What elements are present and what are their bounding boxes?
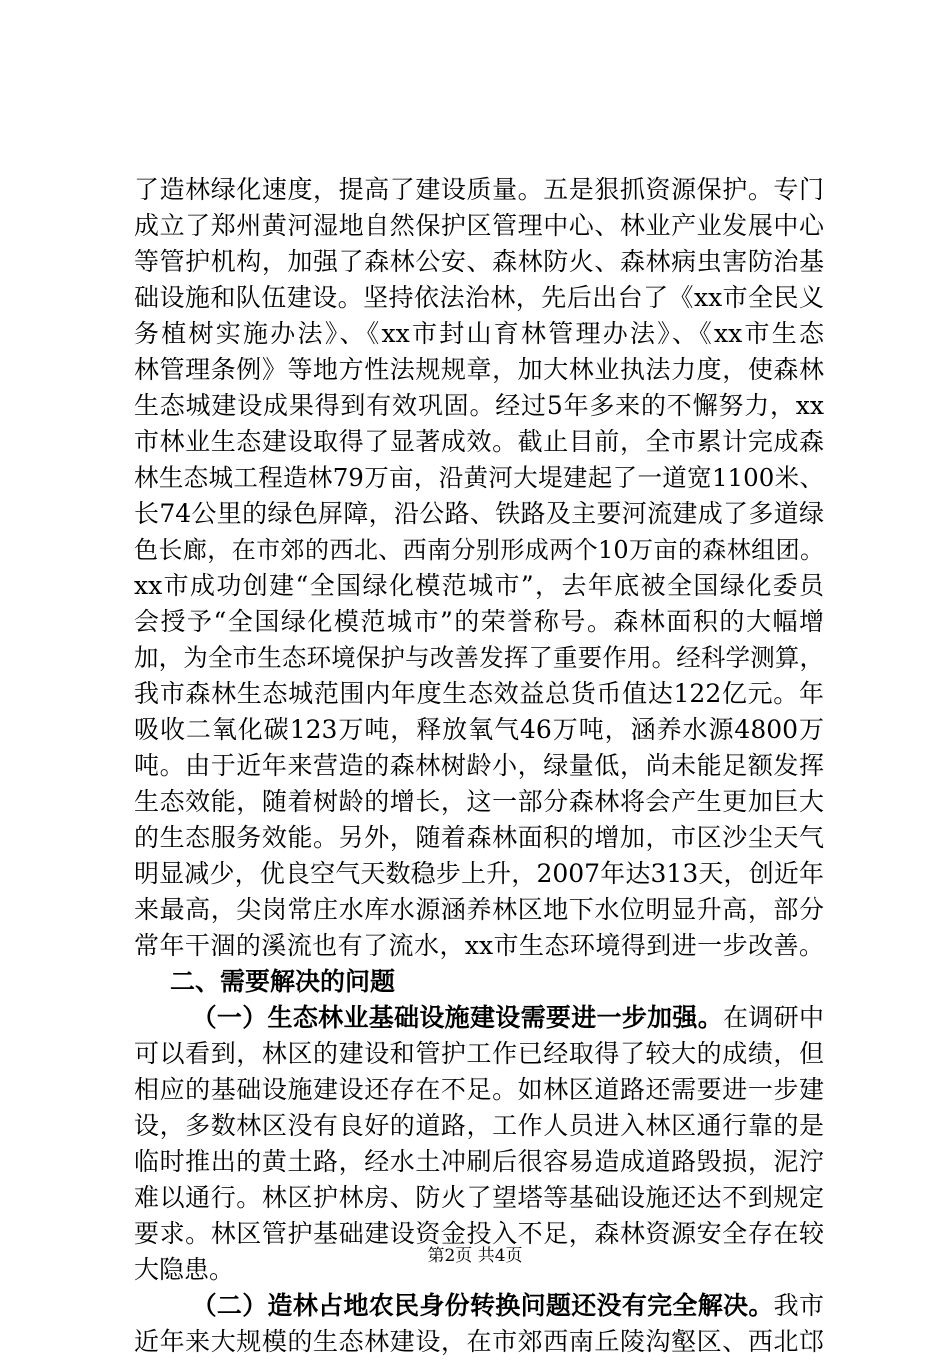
text-line xyxy=(134,1324,824,1360)
text-line xyxy=(134,964,824,1000)
line-text: 可以看到，林区的建设和管护工作已经取得了较大的成绩，但 xyxy=(134,1039,824,1068)
line-text: 我市 xyxy=(773,1291,824,1320)
text-line xyxy=(134,676,824,712)
text-line xyxy=(134,352,824,388)
text-line xyxy=(134,280,824,316)
text-line xyxy=(134,1072,824,1108)
line-text: xx市成功创建“全国绿化模范城市”，去年底被全国绿化委员 xyxy=(134,571,824,600)
bold-phrase: 二、需要解决的问题 xyxy=(170,967,396,996)
line-text: 长74公里的绿色屏障，沿公路、铁路及主要河流建成了多道绿 xyxy=(134,499,824,528)
text-line xyxy=(134,1000,824,1036)
line-text: 了造林绿化速度，提高了建设质量。五是狠抓资源保护。专门 xyxy=(134,175,824,204)
text-line xyxy=(134,784,824,820)
line-text: 生态城建设成果得到有效巩固。经过5年多来的不懈努力，xx xyxy=(134,391,824,420)
line-text: 加，为全市生态环境保护与改善发挥了重要作用。经科学测算， xyxy=(134,643,824,672)
line-text: 在调研中 xyxy=(723,1003,824,1032)
line-text: 相应的基础设施建设还存在不足。如林区道路还需要进一步建 xyxy=(134,1075,824,1104)
line-text: 吨。由于近年来营造的森林树龄小，绿量低，尚未能足额发挥 xyxy=(134,751,824,780)
text-line xyxy=(134,388,824,424)
text-line xyxy=(134,208,824,244)
text-line xyxy=(134,1036,824,1072)
line-text: 大隐患。 xyxy=(134,1255,235,1284)
line-text: 础设施和队伍建设。坚持依法治林，先后出台了《xx市全民义 xyxy=(134,283,824,312)
line-text: 我市森林生态城范围内年度生态效益总货币值达122亿元。年 xyxy=(134,679,824,708)
text-line xyxy=(134,532,824,568)
text-line xyxy=(134,820,824,856)
line-text: 难以通行。林区护林房、防火了望塔等基础设施还达不到规定 xyxy=(134,1183,824,1212)
line-text: 成立了郑州黄河湿地自然保护区管理中心、林业产业发展中心 xyxy=(134,211,824,240)
bold-phrase: （一）生态林业基础设施建设需要进一步加强。 xyxy=(191,1003,724,1032)
line-text: 市林业生态建设取得了显著成效。截止目前，全市累计完成森 xyxy=(134,427,824,456)
text-line xyxy=(134,568,824,604)
text-line xyxy=(134,1180,824,1216)
line-text: 近年来大规模的生态林建设，在市郊西南丘陵沟壑区、西北邙 xyxy=(134,1327,824,1356)
text-line xyxy=(134,424,824,460)
line-text: 设，多数林区没有良好的道路，工作人员进入林区通行靠的是 xyxy=(134,1111,824,1140)
line-text: 吸收二氧化碳123万吨，释放氧气46万吨，涵养水源4800万 xyxy=(134,715,824,744)
line-text: 临时推出的黄土路，经水土冲刷后很容易造成道路毁损，泥泞 xyxy=(134,1147,824,1176)
line-text: 来最高，尖岗常庄水库水源涵养林区地下水位明显升高，部分 xyxy=(134,895,824,924)
line-text: 要求。林区管护基础建设资金投入不足，森林资源安全存在较 xyxy=(134,1219,824,1248)
line-text: 会授予“全国绿化模范城市”的荣誉称号。森林面积的大幅增 xyxy=(134,607,824,636)
text-line xyxy=(134,1288,824,1324)
line-text: 务植树实施办法》、《xx市封山育林管理办法》、《xx市生态 xyxy=(134,319,824,348)
text-line xyxy=(134,712,824,748)
line-text: 等管护机构，加强了森林公安、森林防火、森林病虫害防治基 xyxy=(134,247,824,276)
text-line xyxy=(134,244,824,280)
text-line xyxy=(134,1108,824,1144)
text-line xyxy=(134,748,824,784)
text-line xyxy=(134,640,824,676)
line-text: 的生态服务效能。另外，随着森林面积的增加，市区沙尘天气 xyxy=(134,823,824,852)
text-line xyxy=(134,1144,824,1180)
line-text: 生态效能，随着树龄的增长，这一部分森林将会产生更加巨大 xyxy=(134,787,824,816)
bold-phrase: （二）造林占地农民身份转换问题还没有完全解决。 xyxy=(191,1291,774,1320)
line-text: 明显减少，优良空气天数稳步上升，2007年达313天，创近年 xyxy=(134,859,824,888)
text-line xyxy=(134,496,824,532)
text-line xyxy=(134,604,824,640)
text-line xyxy=(134,460,824,496)
line-text: 色长廊，在市郊的西北、西南分别形成两个10万亩的森林组团。 xyxy=(134,536,824,564)
text-line xyxy=(134,316,824,352)
line-text: 林管理条例》等地方性法规规章，加大林业执法力度，使森林 xyxy=(134,355,824,384)
line-text: 林生态城工程造林79万亩，沿黄河大堤建起了一道宽1100米、 xyxy=(134,463,824,492)
text-line xyxy=(134,928,824,964)
page-footer: 第2页 共4页 xyxy=(427,1246,523,1266)
text-line xyxy=(134,892,824,928)
text-line xyxy=(134,856,824,892)
line-text: 常年干涸的溪流也有了流水，xx市生态环境得到进一步改善。 xyxy=(134,931,824,960)
document-body xyxy=(134,172,824,1360)
text-line xyxy=(134,172,824,208)
